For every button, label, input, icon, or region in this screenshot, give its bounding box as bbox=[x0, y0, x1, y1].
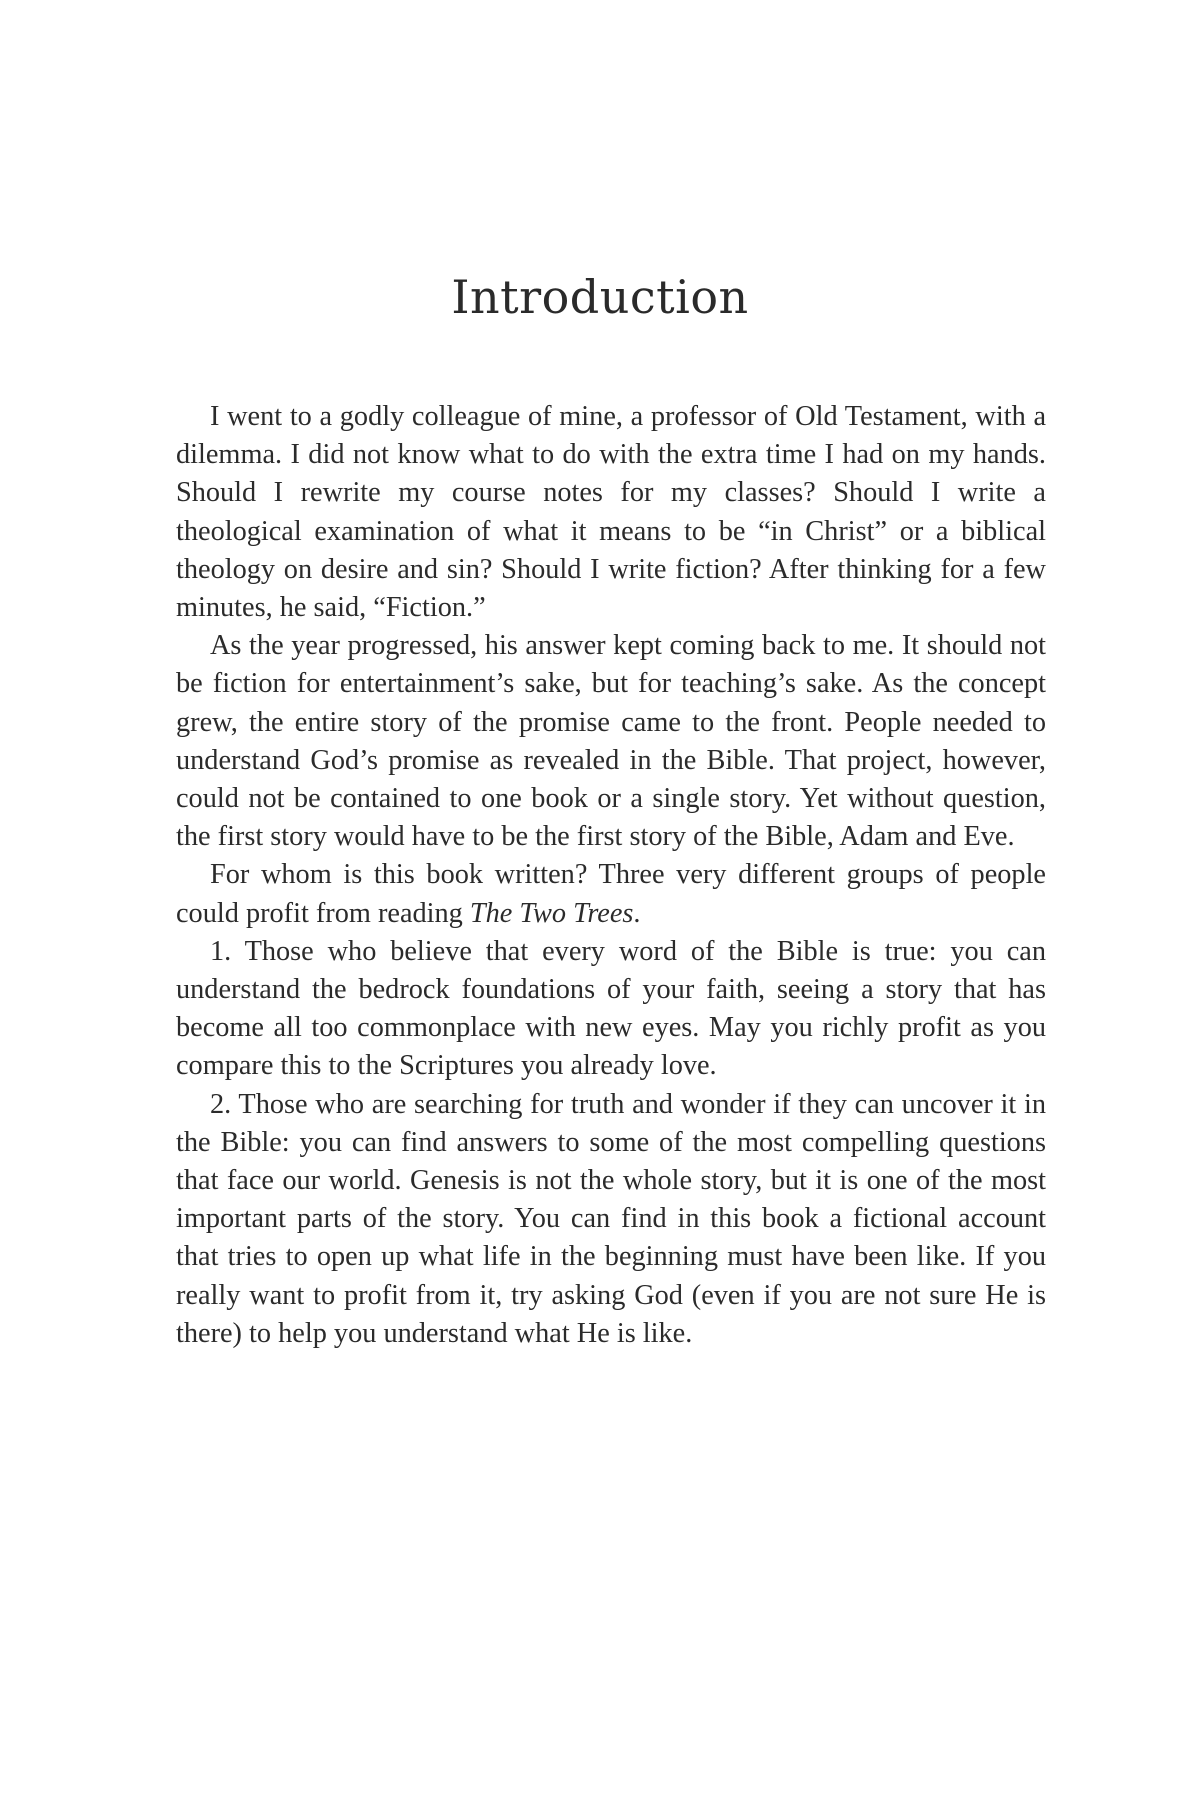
paragraph-audience-text: For whom is this book written? Three very different groups of people could profit from reading bbox=[176, 859, 1046, 929]
chapter-body bbox=[176, 398, 1046, 1353]
list-item-seekers: 2. Those who are searching for truth and wonder if they can uncover it in the Bible: you can find answers to some of the most compelling questions that face our world. Genesis is not the whole story, but it is one of the most important parts of the story. You can find in this book a fictional account that tries to open up what life in the beginning must have been like. If you really want to profit from it, try asking God (even if you are not sure He is there) to help you understand what He is like. bbox=[176, 1088, 1046, 1349]
chapter-title: Introduction bbox=[451, 270, 749, 324]
paragraph-dilemma: I went to a godly colleague of mine, a professor of Old Testament, with a dilemma. I did not know what to do with the extra time I had on my hands. Should I rewrite my course notes for my classes? Should I write a theological examination of what it means to be “in Christ” or a biblical theology on desire and sin? Should I write fiction? After thinking for a few minutes, he said, “Fiction.” bbox=[176, 401, 1046, 624]
list-item-believers: 1. Those who believe that every word of the Bible is true: you can understand the bedrock foundations of your faith, seeing a story that has become all too commonplace with new eyes. May you richly profit as you compare this to the Scriptures you already love. bbox=[176, 935, 1046, 1082]
paragraph-progress: As the year progressed, his answer kept coming back to me. It should not be fiction for entertainment’s sake, but for teaching’s sake. As the concept grew, the entire story of the promise came to the front. People needed to understand God’s promise as revealed in the Bible. That project, however, could not be contained to one book or a single story. Yet without question, the first story would have to be the first story of the Bible, Adam and Eve. bbox=[176, 630, 1046, 853]
paragraph-audience-end: . bbox=[633, 897, 641, 929]
paragraph-audience bbox=[176, 856, 1046, 932]
book-title: The Two Trees bbox=[469, 897, 634, 929]
